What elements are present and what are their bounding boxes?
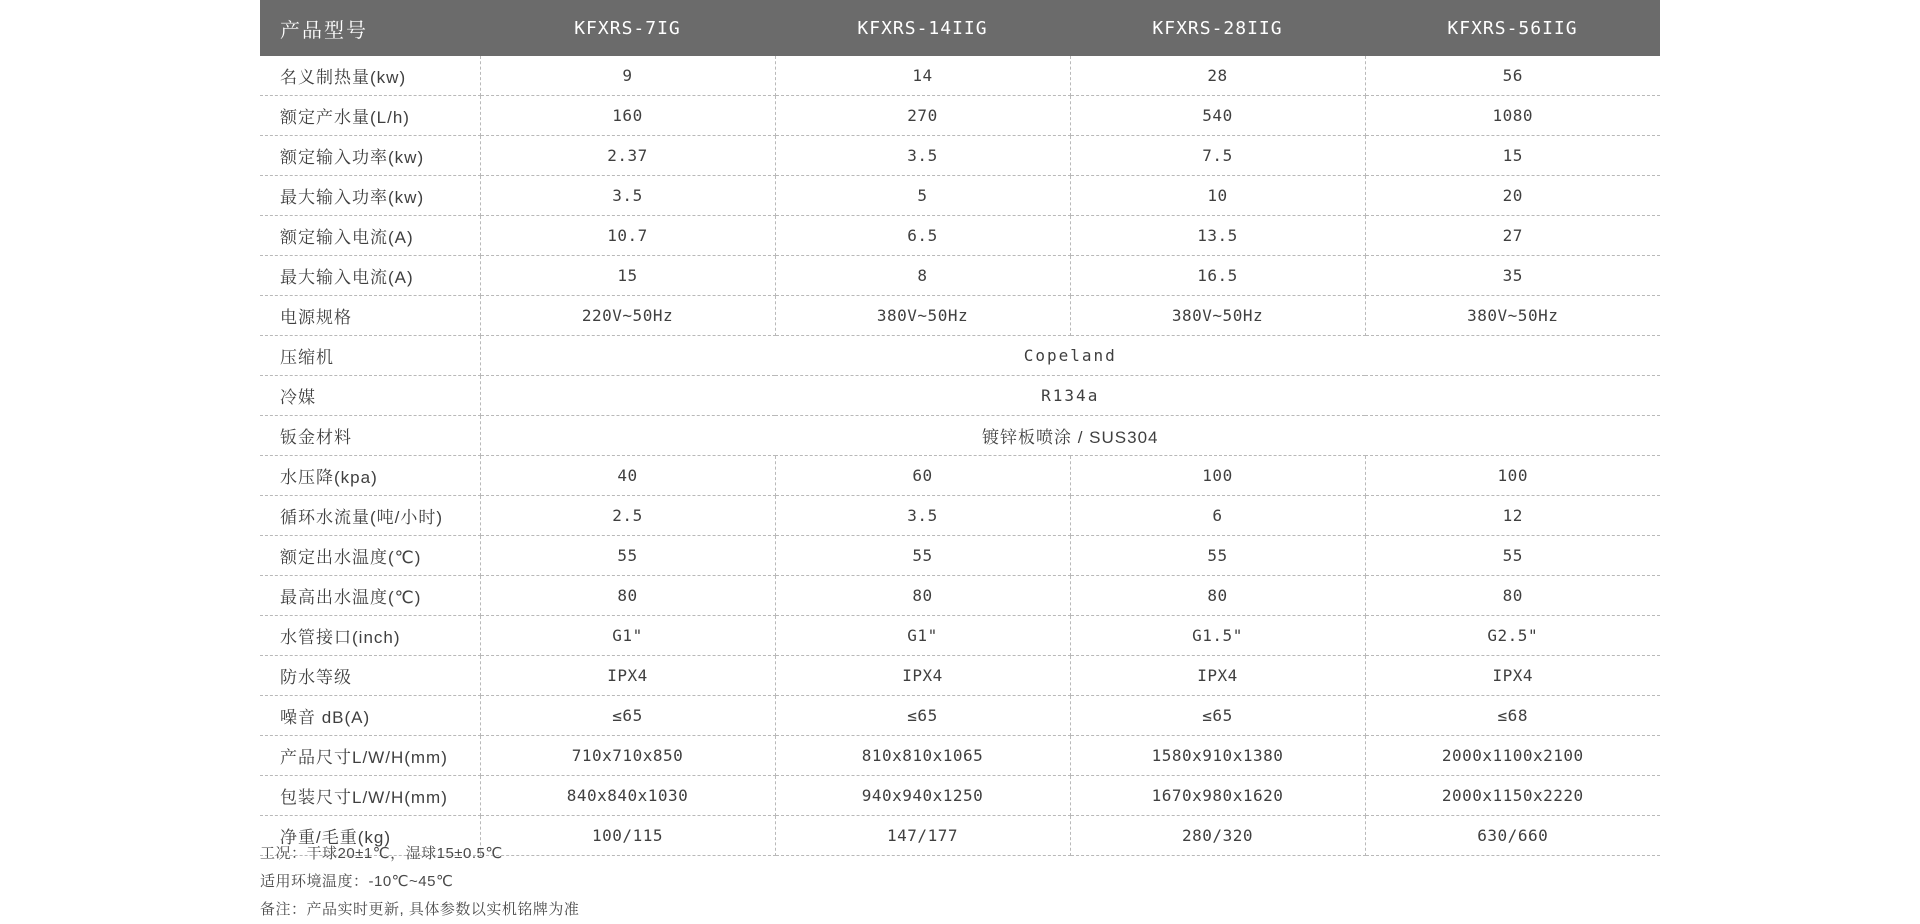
row-value-cell: 280/320 bbox=[1070, 816, 1365, 856]
row-label: 最高出水温度(℃) bbox=[260, 576, 480, 616]
row-label: 钣金材料 bbox=[260, 416, 480, 456]
header-cell-label: 产品型号 bbox=[260, 0, 480, 56]
row-value-cell: 80 bbox=[480, 576, 775, 616]
row-value-cell: 100 bbox=[1365, 456, 1660, 496]
table-row bbox=[260, 696, 1660, 736]
table-row bbox=[260, 376, 1660, 416]
row-value-cell: ≤65 bbox=[775, 696, 1070, 736]
row-value-cell: 20 bbox=[1365, 176, 1660, 216]
table-row bbox=[260, 136, 1660, 176]
row-label: 额定输入电流(A) bbox=[260, 216, 480, 256]
table-row bbox=[260, 536, 1660, 576]
row-value-cell: 6.5 bbox=[775, 216, 1070, 256]
row-label: 循环水流量(吨/小时) bbox=[260, 496, 480, 536]
row-value-text: R134a bbox=[1041, 385, 1100, 405]
row-value-spanned bbox=[480, 376, 1660, 416]
row-value-cell: 840x840x1030 bbox=[480, 776, 775, 816]
spec-table-container bbox=[260, 0, 1660, 856]
row-label: 噪音 dB(A) bbox=[260, 696, 480, 736]
row-value-cell: 220V~50Hz bbox=[480, 296, 775, 336]
table-row bbox=[260, 736, 1660, 776]
row-value-cell: 55 bbox=[1365, 536, 1660, 576]
row-value-cell: 7.5 bbox=[1070, 136, 1365, 176]
row-label: 防水等级 bbox=[260, 656, 480, 696]
table-row bbox=[260, 656, 1660, 696]
row-label: 净重/毛重(kg) bbox=[260, 816, 480, 856]
table-row bbox=[260, 616, 1660, 656]
row-value-cell: 100/115 bbox=[480, 816, 775, 856]
row-value-text: 镀锌板喷涂 / SUS304 bbox=[982, 428, 1159, 447]
table-header-row bbox=[260, 0, 1660, 56]
row-value-cell: 1670x980x1620 bbox=[1070, 776, 1365, 816]
table-row bbox=[260, 496, 1660, 536]
row-value-cell: 5 bbox=[775, 176, 1070, 216]
row-label: 电源规格 bbox=[260, 296, 480, 336]
row-value-cell: 14 bbox=[775, 56, 1070, 96]
row-value-cell: 270 bbox=[775, 96, 1070, 136]
row-value-cell: 28 bbox=[1070, 56, 1365, 96]
row-value-cell: 940x940x1250 bbox=[775, 776, 1070, 816]
row-label: 冷媒 bbox=[260, 376, 480, 416]
row-value-cell: 3.5 bbox=[775, 496, 1070, 536]
row-value-cell: 55 bbox=[775, 536, 1070, 576]
table-row bbox=[260, 176, 1660, 216]
row-value-cell: 380V~50Hz bbox=[1070, 296, 1365, 336]
header-cell-model-4: KFXRS-56IIG bbox=[1365, 0, 1660, 56]
row-value-cell: 6 bbox=[1070, 496, 1365, 536]
table-row bbox=[260, 96, 1660, 136]
row-value-cell: 80 bbox=[1365, 576, 1660, 616]
note-line: 备注：产品实时更新, 具体参数以实机铭牌为准 bbox=[260, 901, 580, 918]
row-value-cell: 810x810x1065 bbox=[775, 736, 1070, 776]
row-value-cell: 630/660 bbox=[1365, 816, 1660, 856]
row-label: 压缩机 bbox=[260, 336, 480, 376]
row-label: 额定出水温度(℃) bbox=[260, 536, 480, 576]
spec-table bbox=[260, 0, 1660, 856]
row-value-spanned bbox=[480, 336, 1660, 376]
row-value-cell: 1580x910x1380 bbox=[1070, 736, 1365, 776]
row-value-cell: 100 bbox=[1070, 456, 1365, 496]
note-line: 工况：干球20±1℃，湿球15±0.5℃ bbox=[260, 845, 503, 862]
row-value-cell: ≤65 bbox=[480, 696, 775, 736]
header-cell-model-1: KFXRS-7IG bbox=[480, 0, 775, 56]
row-value-cell: IPX4 bbox=[1070, 656, 1365, 696]
row-value-cell: ≤68 bbox=[1365, 696, 1660, 736]
row-value-cell: 380V~50Hz bbox=[775, 296, 1070, 336]
row-value-cell: 160 bbox=[480, 96, 775, 136]
table-row bbox=[260, 776, 1660, 816]
row-value-cell: 40 bbox=[480, 456, 775, 496]
table-row bbox=[260, 56, 1660, 96]
row-value-cell: G1.5" bbox=[1070, 616, 1365, 656]
row-value-cell: 80 bbox=[775, 576, 1070, 616]
row-value-cell: G1" bbox=[480, 616, 775, 656]
table-row bbox=[260, 256, 1660, 296]
row-value-cell: 3.5 bbox=[775, 136, 1070, 176]
table-body bbox=[260, 56, 1660, 856]
row-value-cell: 35 bbox=[1365, 256, 1660, 296]
row-value-cell: 55 bbox=[1070, 536, 1365, 576]
row-value-cell: 27 bbox=[1365, 216, 1660, 256]
table-row bbox=[260, 416, 1660, 456]
table-row bbox=[260, 456, 1660, 496]
row-value-cell: 9 bbox=[480, 56, 775, 96]
row-label: 包装尺寸L/W/H(mm) bbox=[260, 776, 480, 816]
note-line: 适用环境温度：-10℃~45℃ bbox=[260, 873, 454, 890]
row-value-cell: IPX4 bbox=[480, 656, 775, 696]
row-value-text: Copeland bbox=[1023, 345, 1117, 365]
table-row bbox=[260, 576, 1660, 616]
row-label: 最大输入电流(A) bbox=[260, 256, 480, 296]
row-value-cell: 147/177 bbox=[775, 816, 1070, 856]
row-value-cell: 3.5 bbox=[480, 176, 775, 216]
row-value-cell: 60 bbox=[775, 456, 1070, 496]
row-value-cell: 710x710x850 bbox=[480, 736, 775, 776]
row-value-cell: 2.37 bbox=[480, 136, 775, 176]
row-value-cell: 2000x1100x2100 bbox=[1365, 736, 1660, 776]
row-value-cell: 540 bbox=[1070, 96, 1365, 136]
row-label: 水管接口(inch) bbox=[260, 616, 480, 656]
row-label: 产品尺寸L/W/H(mm) bbox=[260, 736, 480, 776]
row-value-cell: IPX4 bbox=[775, 656, 1070, 696]
row-value-cell: 10.7 bbox=[480, 216, 775, 256]
row-value-cell: 15 bbox=[1365, 136, 1660, 176]
table-row bbox=[260, 336, 1660, 376]
header-cell-model-3: KFXRS-28IIG bbox=[1070, 0, 1365, 56]
row-value-cell: G2.5" bbox=[1365, 616, 1660, 656]
row-label: 名义制热量(kw) bbox=[260, 56, 480, 96]
row-value-cell: 10 bbox=[1070, 176, 1365, 216]
row-value-cell: 2000x1150x2220 bbox=[1365, 776, 1660, 816]
row-value-cell: 8 bbox=[775, 256, 1070, 296]
row-value-cell: ≤65 bbox=[1070, 696, 1365, 736]
row-value-cell: 15 bbox=[480, 256, 775, 296]
row-label: 最大输入功率(kw) bbox=[260, 176, 480, 216]
header-cell-model-2: KFXRS-14IIG bbox=[775, 0, 1070, 56]
row-value-cell: 2.5 bbox=[480, 496, 775, 536]
row-value-cell: G1" bbox=[775, 616, 1070, 656]
row-value-cell: 55 bbox=[480, 536, 775, 576]
row-value-spanned bbox=[480, 416, 1660, 456]
table-row bbox=[260, 296, 1660, 336]
row-value-cell: 1080 bbox=[1365, 96, 1660, 136]
row-value-cell: IPX4 bbox=[1365, 656, 1660, 696]
row-value-cell: 16.5 bbox=[1070, 256, 1365, 296]
notes-block bbox=[260, 840, 1460, 924]
row-value-cell: 380V~50Hz bbox=[1365, 296, 1660, 336]
row-value-cell: 12 bbox=[1365, 496, 1660, 536]
row-value-cell: 80 bbox=[1070, 576, 1365, 616]
table-head bbox=[260, 0, 1660, 56]
row-label: 水压降(kpa) bbox=[260, 456, 480, 496]
row-label: 额定输入功率(kw) bbox=[260, 136, 480, 176]
table-row bbox=[260, 216, 1660, 256]
row-value-cell: 56 bbox=[1365, 56, 1660, 96]
row-label: 额定产水量(L/h) bbox=[260, 96, 480, 136]
row-value-cell: 13.5 bbox=[1070, 216, 1365, 256]
